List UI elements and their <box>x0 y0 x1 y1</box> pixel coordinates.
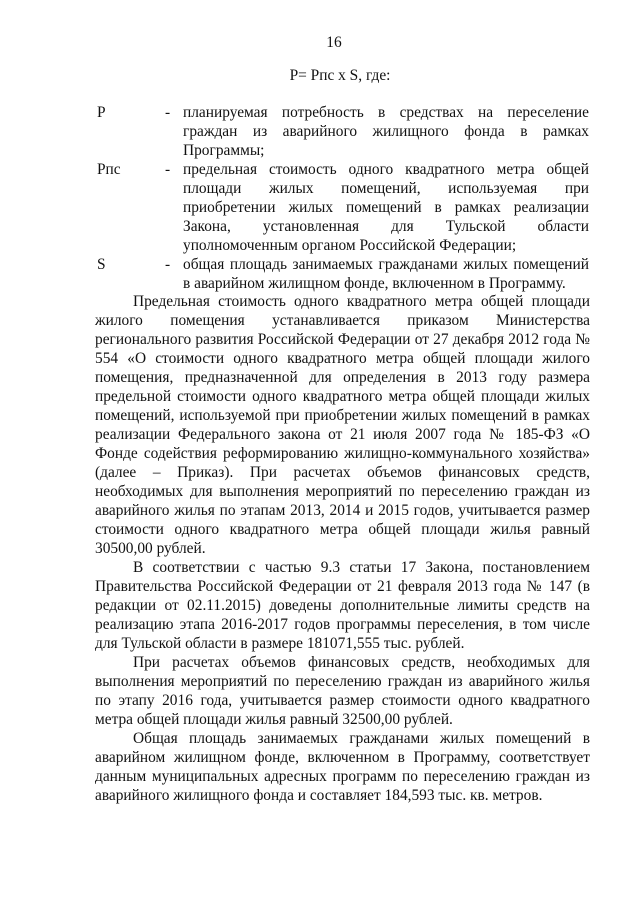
definition-symbol: S <box>97 256 106 273</box>
paragraph: Общая площадь занимаемых гражданами жилых помещений в аварийном жилищном фонде, включенном в Программу, соответствует данным муниципальных адресных программ по переселению граждан из аварийного жилищного фонда и составляет 184,593 тыс. кв. метров. <box>95 730 590 804</box>
definition-dash: - <box>165 256 171 273</box>
body-text <box>95 292 590 805</box>
definition-symbol: P <box>97 104 106 121</box>
formula: P= Pпс x S, где: <box>289 67 391 84</box>
definition-symbol: Pпс <box>97 161 121 178</box>
definition-text: предельная стоимость одного квадратного метра общей площади жилых помещений, используемая при приобретении жилых помещений в рамках реализации Закона, установленная для Тульской области уполномоченным органом Российской Федерации; <box>183 161 589 254</box>
definitions-list <box>97 103 589 293</box>
definition-text: планируемая потребность в средствах на переселение граждан из аварийного жилищного фонда в рамках Программы; <box>183 104 589 159</box>
definition-dash: - <box>165 161 171 178</box>
paragraph: При расчетах объемов финансовых средств, необходимых для выполнения мероприятий по переселению граждан из аварийного жилья по этапу 2016 года, учитывается размер стоимости одного квадратного метра общей площади жилья равный 32500,00 рублей. <box>95 654 590 728</box>
definition-item <box>97 160 589 255</box>
definition-text: общая площадь занимаемых гражданами жилых помещений в аварийном жилищном фонде, включенном в Программу. <box>183 256 589 292</box>
definition-item <box>97 103 589 160</box>
page-number: 16 <box>326 34 342 51</box>
definition-item <box>97 255 589 293</box>
paragraph: В соответствии с частью 9.3 статьи 17 Закона, постановлением Правительства Российской Федерации от 21 февраля 2013 года № 147 (в редакции от 02.11.2015) доведены дополнительные лимиты средств на реализацию этапа 2016-2017 годов программы переселения, в том числе для Тульской области в размере 181071,555 тыс. рублей. <box>95 559 590 652</box>
paragraph: Предельная стоимость одного квадратного метра общей площади жилого помещения устанавливается приказом Министерства регионального развития Российской Федерации от 27 декабря 2012 года № 554 «О стоимости одного квадратного метра общей площади жилого помещения, предназначенной для определения в 2013 году размера предельной стоимости одного квадратного метра общей площади жилых помещений, используемой при приобретении жилых помещений в рамках реализации Федерального закона от 21 июля 2007 года № 185-ФЗ «О Фонде содействия реформированию жилищно-коммунального хозяйства» (далее – Приказ). При расчетах объемов финансовых средств, необходимых для выполнения мероприятий по переселению граждан из аварийного жилья по этапам 2013, 2014 и 2015 годов, учитывается размер стоимости одного квадратного метра общей площади жилья равный 30500,00 рублей. <box>95 293 590 557</box>
definition-dash: - <box>165 104 171 121</box>
